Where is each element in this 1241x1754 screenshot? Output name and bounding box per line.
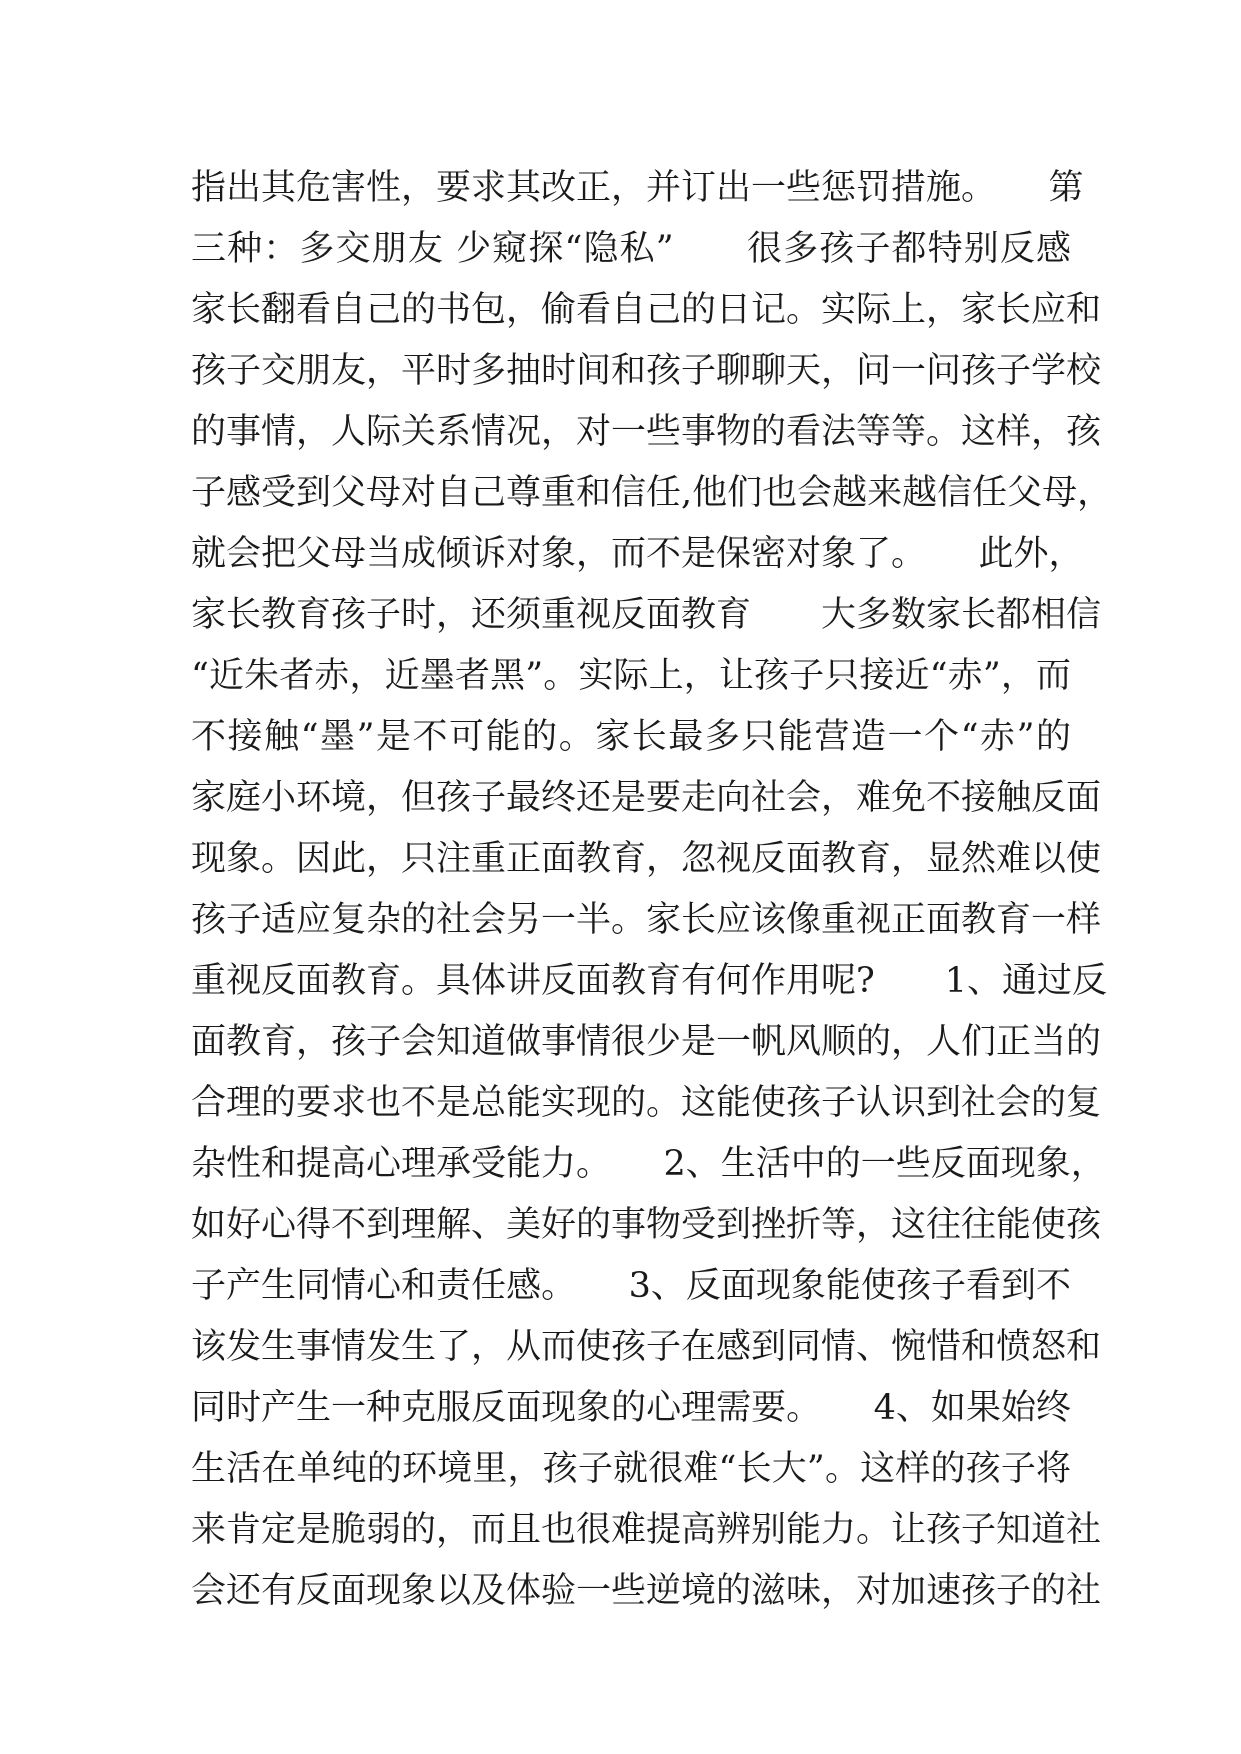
text-line-22: 生活在单纯的环境里，孩子就很难“长大”。这样的孩子将: [191, 1449, 1071, 1489]
text-line-15: 面教育，孩子会知道做事情很少是一帆风顺的，人们正当的: [191, 1022, 1102, 1062]
text-line-21: 同时产生一种克服反面现象的心理需要。 4、如果始终: [191, 1388, 1071, 1428]
text-line-12: 现象。因此，只注重正面教育，忽视反面教育，显然难以使: [191, 839, 1102, 879]
text-line-13: 孩子适应复杂的社会另一半。家长应该像重视正面教育一样: [191, 900, 1102, 940]
text-line-6: 子感受到父母对自己尊重和信任,他们也会越来越信任父母，: [191, 473, 1113, 513]
text-line-2: 三种：多交朋友 少窥探“隐私” 很多孩子都特别反感: [191, 229, 1071, 269]
text-line-16: 合理的要求也不是总能实现的。这能使孩子认识到社会的复: [191, 1083, 1102, 1123]
text-line-24: 会还有反面现象以及体验一些逆境的滋味，对加速孩子的社: [191, 1571, 1102, 1611]
text-line-3: 家长翻看自己的书包，偷看自己的日记。实际上，家长应和: [191, 290, 1102, 330]
text-line-7: 就会把父母当成倾诉对象，而不是保密对象了。 此外，: [191, 534, 1084, 574]
text-line-9: “近朱者赤，近墨者黑”。实际上，让孩子只接近“赤”，而: [191, 656, 1071, 696]
text-line-4: 孩子交朋友，平时多抽时间和孩子聊聊天，问一问孩子学校: [191, 351, 1102, 391]
text-line-1: 指出其危害性，要求其改正，并订出一些惩罚措施。 第: [191, 168, 1084, 208]
text-line-19: 子产生同情心和责任感。 3、反面现象能使孩子看到不: [191, 1266, 1071, 1306]
text-line-8: 家长教育孩子时，还须重视反面教育 大多数家长都相信: [191, 595, 1102, 635]
body-text: [191, 158, 1113, 1622]
text-line-5: 的事情，人际关系情况，对一些事物的看法等等。这样，孩: [191, 412, 1102, 452]
text-line-18: 如好心得不到理解、美好的事物受到挫折等，这往往能使孩: [191, 1205, 1102, 1245]
text-line-17: 杂性和提高心理承受能力。 2、生活中的一些反面现象，: [191, 1144, 1106, 1184]
text-line-11: 家庭小环境，但孩子最终还是要走向社会，难免不接触反面: [191, 778, 1102, 818]
text-line-10: 不接触“墨”是不可能的。家长最多只能营造一个“赤”的: [191, 717, 1071, 757]
text-line-20: 该发生事情发生了，从而使孩子在感到同情、惋惜和愤怒和: [191, 1327, 1102, 1367]
text-line-23: 来肯定是脆弱的，而且也很难提高辨别能力。让孩子知道社: [191, 1510, 1102, 1550]
text-line-14: 重视反面教育。具体讲反面教育有何作用呢? 1、通过反: [191, 961, 1108, 1001]
